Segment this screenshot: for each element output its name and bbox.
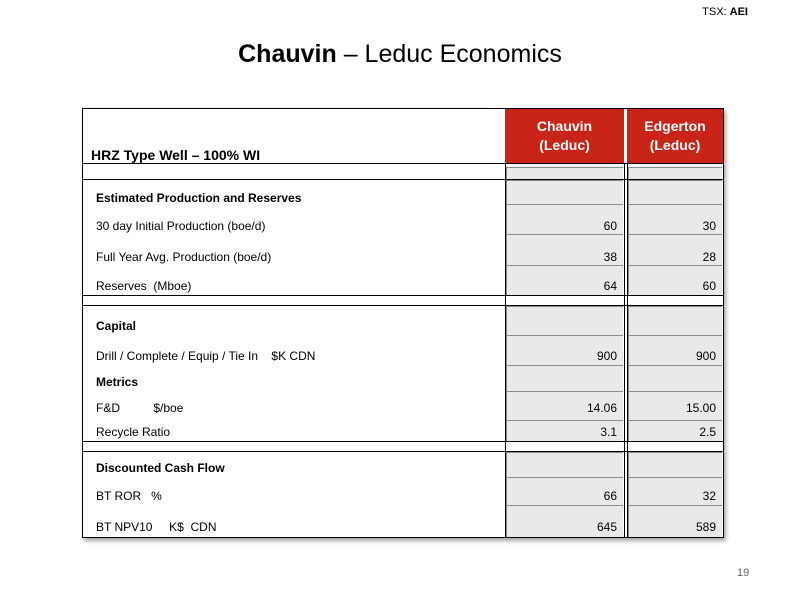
value-chauvin-avg-production: 38 (603, 250, 617, 264)
ticker-symbol (702, 6, 748, 18)
value-chauvin-npv10: 645 (596, 520, 617, 534)
section-title-metrics: Metrics (96, 375, 139, 389)
value-edgerton-recycle: 2.5 (699, 425, 716, 439)
value-block (628, 180, 722, 295)
cell-rule (506, 391, 623, 392)
value-block (506, 180, 623, 295)
column-header-chauvin (505, 109, 624, 163)
value-chauvin-initial-production: 60 (603, 219, 617, 233)
ticker-prefix: TSX: (702, 6, 727, 18)
economics-table (82, 108, 724, 538)
value-edgerton-reserves: 60 (702, 279, 716, 293)
spacer-cell (628, 167, 722, 179)
value-chauvin-capital: 900 (596, 349, 617, 363)
cell-rule (506, 420, 623, 421)
row-label-avg-production: Full Year Avg. Production (boe/d) (96, 250, 272, 264)
value-chauvin-reserves: 64 (603, 279, 617, 293)
section-title-capital: Capital (96, 319, 137, 333)
column-header-line2: (Leduc) (539, 137, 590, 153)
value-chauvin-fd: 14.06 (586, 401, 617, 415)
cell-rule (506, 335, 623, 336)
column-header-edgerton (627, 109, 723, 163)
title-bold: Chauvin (238, 40, 337, 68)
value-chauvin-ror: 66 (603, 489, 617, 503)
row-label-initial-production: 30 day Initial Production (boe/d) (96, 219, 266, 233)
value-edgerton-fd: 15.00 (685, 401, 716, 415)
ticker-code: AEI (729, 6, 748, 18)
page-title (0, 40, 800, 69)
cell-rule (628, 477, 722, 478)
cell-rule (628, 265, 722, 266)
cell-rule (628, 391, 722, 392)
page-number: 19 (737, 567, 750, 579)
cell-rule (506, 204, 623, 205)
cell-rule (506, 505, 623, 506)
cell-rule (506, 234, 623, 235)
value-edgerton-capital: 900 (695, 349, 716, 363)
value-chauvin-recycle: 3.1 (600, 425, 617, 439)
cell-rule (628, 204, 722, 205)
row-label-recycle-ratio: Recycle Ratio (96, 425, 171, 439)
section-title-production: Estimated Production and Reserves (96, 191, 302, 205)
row-label-bt-npv10: BT NPV10 K$ CDN (96, 520, 217, 534)
table-header-label: HRZ Type Well – 100% WI (91, 147, 261, 163)
row-label-bt-ror: BT ROR % (96, 489, 162, 503)
value-edgerton-initial-production: 30 (702, 219, 716, 233)
title-rest: – Leduc Economics (336, 40, 562, 68)
cell-rule (628, 505, 722, 506)
spacer-cell (506, 167, 623, 179)
cell-rule (628, 365, 722, 366)
cell-rule (506, 365, 623, 366)
value-edgerton-npv10: 589 (695, 520, 716, 534)
cell-rule (506, 265, 623, 266)
row-label-fd-cost: F&D $/boe (96, 401, 184, 415)
cell-rule (628, 420, 722, 421)
cell-rule (628, 335, 722, 336)
value-edgerton-ror: 32 (702, 489, 716, 503)
column-header-line1: Edgerton (644, 118, 706, 134)
row-label-drill-complete: Drill / Complete / Equip / Tie In $K CDN (96, 349, 316, 363)
value-edgerton-avg-production: 28 (702, 250, 716, 264)
cell-rule (506, 477, 623, 478)
row-label-reserves: Reserves (Mboe) (96, 279, 192, 293)
cell-rule (628, 234, 722, 235)
column-header-line2: (Leduc) (649, 137, 701, 153)
column-header-line1: Chauvin (536, 118, 593, 134)
section-title-dcf: Discounted Cash Flow (96, 461, 225, 475)
